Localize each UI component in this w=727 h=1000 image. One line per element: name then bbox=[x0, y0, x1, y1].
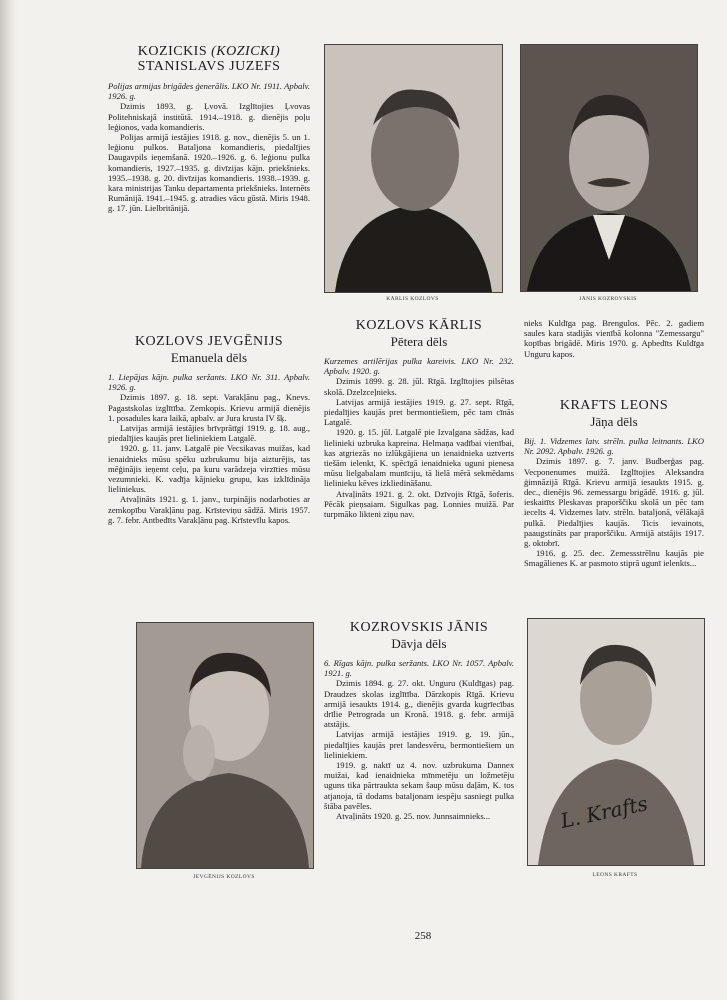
surname: KOZICKIS bbox=[137, 44, 212, 59]
entry-name: KOZLOVS JEVGĒNIJS bbox=[134, 334, 284, 349]
entry-name: KRAFTS LEONS bbox=[559, 398, 669, 413]
photo-caption: LEONS KRAFTS bbox=[592, 872, 638, 878]
entry-lead: Bij. 1. Vidzemes latv. strēln. pulka leitnants. LKO Nr. 2092. Apbalv. 1926. g. bbox=[524, 436, 704, 457]
entry-continuation bbox=[524, 318, 704, 359]
entry-paragraph: Latvijas armijā iestājies 1919. g. 19. jūn., piedalījies kaujās pret landesvēru, bermontiešiem un lieliniekiem. bbox=[324, 729, 514, 760]
entry-paragraph: Polijas armijā iestājies 1918. g. nov., dienējis 5. un 1. leģionu pulkos. Bataljona komandieris, piedalījies Daugavpils ieņemšanā. 1920.–1926. g. 6. leģionu pulka komandieris, 1927.–1935. g. divīzijas kājn. priekšnieks. 1935.–1938. g. 20. divīzijas komandieris. 1938.–1939. g. kara ministrijas Tanku departamenta priekšnieks. Internēts Rumānijā. 1941.–1945. g. atradies vācu gūstā. Miris 1948. g. 17. jūn. Lielbritānijā. bbox=[108, 132, 310, 214]
portrait-figure bbox=[528, 619, 704, 865]
entry-paragraph: 1916. g. 25. dec. Zemessstrēlnu kaujās pie Smagālienes K. ar pasmoto stiprā ugunī ielenkts... bbox=[524, 548, 704, 569]
portrait-photo-karlis-kozlovs bbox=[324, 44, 503, 293]
entry-paragraph: Dzimis 1899. g. 28. jūl. Rīgā. Izglītojies pilsētas skolā. Dzelzceļnieks. bbox=[324, 376, 514, 397]
entry-lead: 1. Liepājas kājn. pulka seržants. LKO Nr. 311. Apbalv. 1926. g. bbox=[108, 372, 310, 393]
page-gutter-shadow bbox=[0, 0, 18, 1000]
portrait-figure bbox=[521, 45, 697, 291]
entry-paragraph: 1920. g. 11. janv. Latgalē pie Vecsikavas muižas, kad ienaidnieks mūsu spēku uzbrukumu bija aizturējis, tas mēģinājis ieņemt ceļu, pa kuru varādzeja virzīties mūsu vezumnieki. K. vadīja kājnieku grupu, kas izklīdināja lieliniekus. bbox=[108, 443, 310, 495]
entry-lead: Kurzemes artilērijas pulka kareivis. LKO Nr. 232. Apbalv. 1920. g. bbox=[324, 356, 514, 377]
entry-paragraph: Dzimis 1894. g. 27. okt. Unguru (Kuldīgas) pag. Draudzes skolas izglītība. Dārzkopis Rīgā. Krievu armijā iesaukts 1914. g., dienējis gvarda kugrīecības drīlie Petrograda un Kronā. 1918. g. febr. armijā atstājis. bbox=[324, 678, 514, 730]
entry-lead: 6. Rīgas kājn. pulka seržants. LKO Nr. 1057. Apbalv. 1921. g. bbox=[324, 658, 514, 679]
entry-patronymic: Jāņa dēls bbox=[590, 414, 638, 429]
entry-paragraph: Dzimis 1893. g. Ļvovā. Izglītojies Ļvovas Politehniskajā institūtā. 1914.–1918. g. dienējis poļu leģionos, vada komandieris. bbox=[108, 101, 310, 132]
entry-kozlovs-jevgenijs bbox=[108, 334, 310, 525]
given-names: STANISLAVS JUZEFS bbox=[137, 59, 281, 74]
entry-name: KOZLOVS KĀRLIS bbox=[355, 318, 483, 333]
entry-paragraph: 1919. g. naktī uz 4. nov. uzbrukuma Dannex muižai, kad ienaidnieka mīnmetēju un ložmetēju uguns tika pārtraukta sekam šaup mūsu daļām, K. tos atjanoja, tā dodams bataljonam iespēju sasniegt pulka štāba pavēles. bbox=[324, 760, 514, 811]
entry-name: KOZROVSKIS JĀNIS bbox=[349, 620, 489, 635]
entry-paragraph: Dzimis 1897. g. 7. janv. Budberģas pag. Vecponenumes muižā. Izglītojies Aleksandra ģimnāzijā Rīgā. Krievu armijā iesaukts 1915. g. dec., dienējis 96. zemessargu brigādē. 1916. g. jūl. ieskaitīts Pleskavas praporščiku skolā un pēc tam iecelts 4. Vidzemes latv. strēln. bataljonā, vēlākajā pulkā. Piedalījies kaujās. Ticis ievainots, paaugstināts par praporščiku. Armijā atstājis 1917. g. oktobrī. bbox=[524, 456, 704, 549]
page-number: 258 bbox=[414, 930, 432, 942]
entry-krafts bbox=[524, 398, 704, 569]
surname-alt: (KOZICKI) bbox=[211, 44, 281, 59]
entry-patronymic: Emanuela dēls bbox=[170, 350, 248, 365]
entry-kozrovskis bbox=[324, 620, 514, 821]
entry-kozickis bbox=[108, 44, 310, 214]
entry-lead: Polijas armijas brigādes ģenerālis. LKO Nr. 1911. Apbalv. 1926. g. bbox=[108, 81, 310, 102]
handwritten-signature: L. Krafts bbox=[558, 791, 650, 833]
entry-paragraph: Atvaļināts 1920. g. 25. nov. Junnsaimnieks... bbox=[336, 811, 491, 822]
photo-caption: KĀRLIS KOZLOVS bbox=[386, 296, 439, 302]
entry-paragraph: Atvaļināts 1921. g. 1. janv., turpinājis nodarboties ar zemkopību Varakļānu pag. Krīsteviņu sādžā. Miris 1957. g. 7. febr. Antbedīts Varakļānu pag. Krīstevīlu kapos. bbox=[108, 494, 310, 525]
portrait-photo-jevgenijs-kozlovs bbox=[136, 622, 314, 869]
photo-caption: JEVGĒNIJS KOZLOVS bbox=[193, 874, 255, 880]
entry-name bbox=[108, 44, 310, 59]
entry-paragraph: Atvaļināts 1921. g. 2. okt. Dzīvojis Rīgā, šoferis. Pēcāk pieņsaiam. Sigulkas pag. Lonnies muižā. Par turpmāko likteni ziņu nav. bbox=[324, 488, 514, 520]
entry-patronymic: Dāvja dēls bbox=[391, 636, 447, 651]
entry-kozlovs-karlis bbox=[324, 318, 514, 519]
entry-paragraph: Latvijas armijā iestājies brīvprātīgi 1919. g. 18. aug., piedalījies kaujās pret lieliniekiem Latgalē. bbox=[108, 423, 310, 444]
portrait-photo-leons-krafts bbox=[527, 618, 705, 866]
entry-paragraph: Latvijas armijā iestājies 1919. g. 27. sept. Rīgā, piedalījies kaujās pret bermontiešiem, pēc tam cīnās Latgalē. bbox=[324, 396, 514, 428]
photo-caption: JĀNIS KOZROVSKIS bbox=[579, 296, 637, 302]
portrait-photo-janis-kozrovskis bbox=[520, 44, 698, 292]
portrait-figure bbox=[137, 623, 313, 868]
entry-paragraph: 1920. g. 15. jūl. Latgalē pie Izvaļgana sādžas, kad lielinieki uzbruka kapreina. Helmaņa vadībai vienībai, kas atgriezās no izlūkgājiena un ienaidnieka uztverts tiešām ielenkt, K. spēcīgā ienaidnieka uguni pienesa mūsu lielgabalam munīciju, tā lielā mērā sekmēdams lielinieku kēves izkliedināšanu. bbox=[324, 427, 514, 489]
portrait-figure bbox=[325, 45, 502, 292]
entry-patronymic: Pētera dēls bbox=[390, 334, 448, 349]
entry-paragraph: Dzimis 1897. g. 18. sept. Varakļānu pag., Knevs. Pagastskolas izglītība. Zemkopis. Krievu armijā dienējis 1. posadules kara laikā, apbalv. ar Jura krusta IV šķ. bbox=[108, 392, 310, 423]
entry-paragraph: nieks Kuldīga pag. Brengulos. Pēc. 2. gadiem saules kara stadijās vienībā kolonna "Zemessargu" kopības brigādē. Miris 1970. g. Apbedīts Kuldīga Unguru kapos. bbox=[524, 318, 704, 359]
